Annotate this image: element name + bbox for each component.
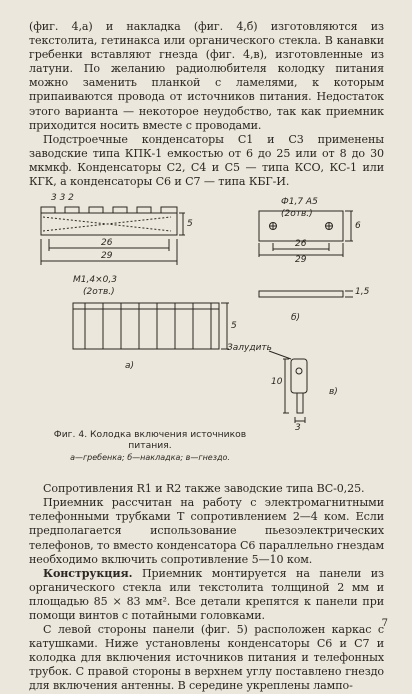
figure-4	[29, 191, 384, 482]
dim-a-29: 29	[101, 251, 113, 262]
paragraph-3: Сопротивления R1 и R2 также заводские типа ВС-0,25.	[43, 482, 365, 496]
dim-b-15: 1,5	[355, 287, 370, 298]
dim-c-3: 3	[295, 423, 301, 434]
paragraph-6: С левой стороны панели (фиг. 5) расположен каркас с катушками. Ниже установлены конденсаторы C6 и C7 и колодка для включения источников питания и телефонных трубок. С правой стороны в верхнем углу поставлено гнездо для включения антенны. В середине укреплены лампо-	[29, 623, 384, 693]
dim-thread-2: (2отв.)	[83, 287, 115, 298]
figure-subcaption: а—гребенка; б—накладка; в—гнездо.	[70, 453, 230, 463]
dim-b-26: 26	[295, 239, 307, 250]
dim-top-small: 3 3 2	[51, 193, 74, 204]
dim-b-6: 6	[355, 221, 361, 232]
paragraph-2: Подстроечные конденсаторы C1 и C3 применены заводские типа КПК-1 емкостью от 6 до 25 или от 8 до 30 мкмкф. Конденсаторы C2, C4 и C5 — типа КСО, КС-1 или КГК, а конденсаторы C6 и C7 — типа КБГ-И.	[29, 132, 384, 189]
dim-thread: M1,4×0,3	[73, 275, 117, 286]
paragraph-5	[29, 567, 384, 623]
page-number: 7	[381, 618, 388, 629]
paragraph-1: (фиг. 4,а) и накладка (фиг. 4,б) изготовляются из текстолита, гетинакса или органического стекла. В канавки гребенки вставляют гнезда (фиг. 4,в), изготовленные из латуни. По желанию радиолюбителя колодку питания можно заменить планкой с ламелями, к которым припаиваются провода от источников питания. Недостаток этого варианта — некоторое неудобство, так как приемник приходится носить вместе с проводами.	[29, 20, 384, 132]
paragraph-4: Приемник рассчитан на работу с электромагнитными телефонными трубками T сопротивлением 2—4 ком. Если предполагается использование пьезоэлектрических телефонов, то вместо конденсатора C6 параллельно гнездам необходимо включить сопротивление 5—10 ком.	[29, 496, 384, 566]
dim-c-label: Залудить	[227, 343, 272, 354]
label-b: б)	[291, 313, 301, 324]
label-c: в)	[329, 387, 338, 398]
dim-b-29: 29	[295, 255, 307, 266]
figure-caption: Фиг. 4. Колодка включения источников питания.	[53, 429, 247, 452]
dim-b-hole-2: (2отв.)	[281, 209, 313, 220]
dim-a-26: 26	[101, 238, 113, 249]
dim-side-5: 5	[187, 219, 193, 230]
dim-c-10: 10	[271, 377, 283, 388]
paragraph-5-text: Приемник монтируется на панели из органического стекла или текстолита толщиной 2 мм и площадью 85 × 83 мм². Все детали крепятся к панели при помощи винтов с потайными головками.	[29, 566, 384, 622]
label-a: а)	[125, 361, 135, 372]
dim-a-5: 5	[231, 321, 237, 332]
section-heading: Конструкция.	[43, 566, 133, 580]
dim-b-hole: Ф1,7 А5	[281, 197, 318, 208]
